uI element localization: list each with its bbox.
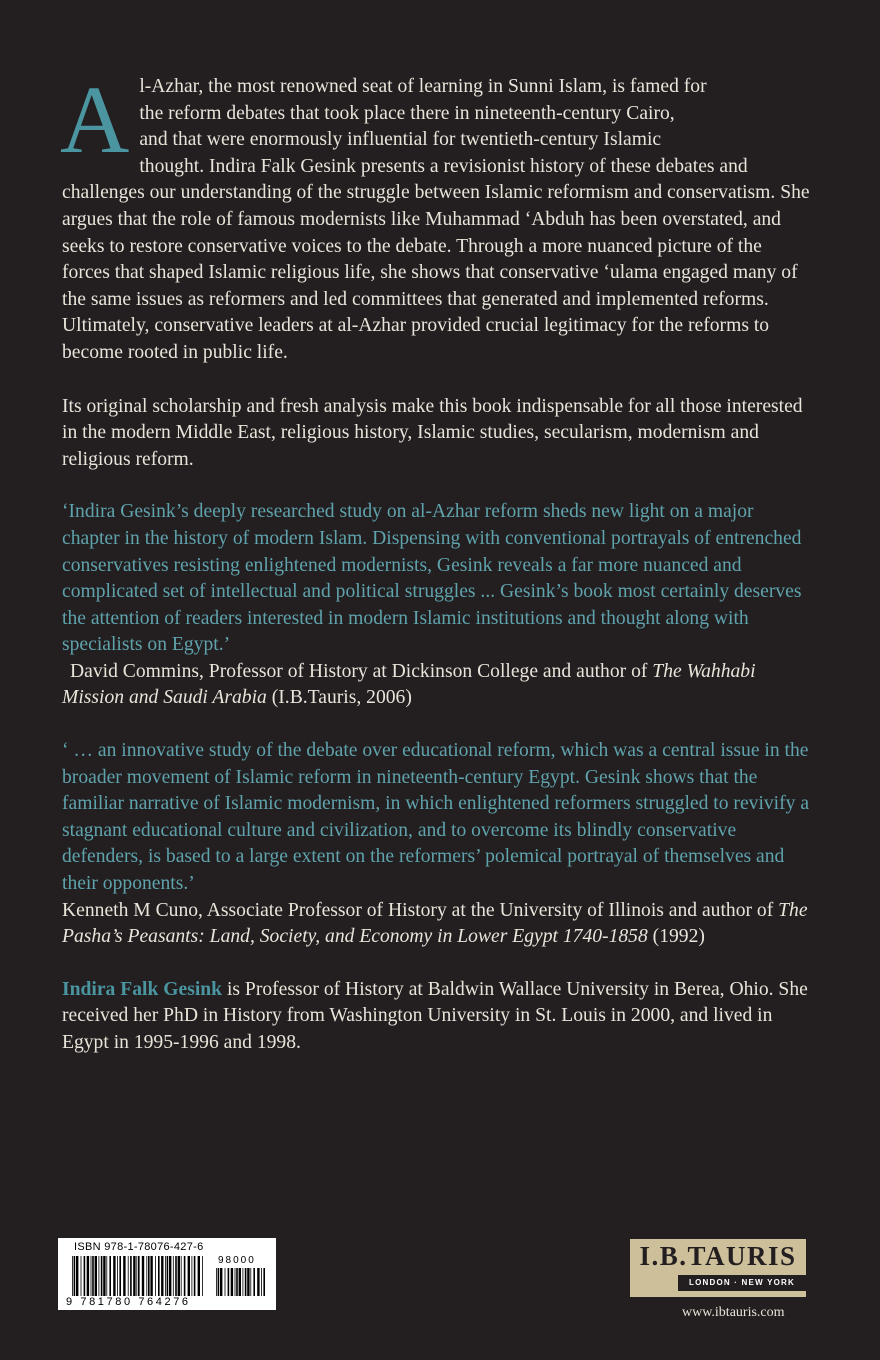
barcode-bar	[194, 1256, 196, 1296]
attribution-book-title: The Wahhabi Mission and Saudi Arabia	[62, 660, 756, 709]
barcode-bar	[92, 1256, 94, 1296]
blurb-line: l-Azhar, the most renowned seat of learning in Sunni Islam, is famed for	[139, 76, 707, 97]
blurb-text: and challenges our understanding of the struggle between Islamic reformism and conservatism. She argues that the role of famous modernists like Muhammad ‘Abduh has been overstated, and seeks to restore conservative voices to the debate. Through a more nuanced picture of the forces that shaped Islamic religious life, she shows that conservative ‘ulama engaged many of the same issues as reformers and led committees that generated and implemented reforms. Ultimately, conservative leaders at al-Azhar provided crucial legitimacy for the reforms to become rooted in public life.	[62, 155, 810, 363]
barcode-bar	[173, 1256, 174, 1296]
review-quote-1: ‘Indira Gesink’s deeply researched study on al-Azhar reform sheds new light on a major chapter in the history of modern Islam. Dispensing with conventional portrayals of entrenched conservatives resisting enlightened modernists, Gesink reveals a far more nuanced and complicated set of intellectual and political struggles ... Gesink’s book most certainly deserves the attention of readers interested in modern Islamic institutions and thought along with specialists on Egypt.’	[62, 501, 802, 656]
publisher-name: I.B.TAURIS	[639, 1241, 797, 1271]
barcode-bar	[117, 1256, 118, 1296]
barcode-bar	[81, 1256, 82, 1296]
barcode-bar	[109, 1256, 111, 1296]
barcode-bar	[158, 1256, 160, 1296]
barcode-bar	[184, 1256, 186, 1296]
isbn-label: ISBN 978-1-78076-427-6	[74, 1241, 204, 1253]
author-bio-text: is Professor of History at Baldwin Wallace University in Berea, Ohio. She received her PhD in History from Washington University in St. Louis in 2000, and lived in Egypt in 1995-1996 and 1998.	[62, 978, 808, 1053]
blurb-line: the reform debates that took place there in nineteenth-century Cairo,	[139, 102, 675, 124]
barcode-bar	[218, 1268, 220, 1296]
barcode-bar	[225, 1268, 226, 1296]
barcode-bar	[235, 1268, 236, 1296]
barcode-bar	[148, 1256, 150, 1296]
publisher-website: www.ibtauris.com	[682, 1305, 785, 1320]
author-name: Indira Falk Gesink	[62, 978, 223, 1000]
publisher-cities: LONDON · NEW YORK	[678, 1275, 806, 1291]
drop-cap: A	[60, 66, 130, 173]
barcode-bar	[216, 1268, 217, 1296]
attribution-text: (I.B.Tauris, 2006)	[266, 687, 412, 709]
barcode-bar	[103, 1256, 105, 1296]
barcode-bar	[245, 1268, 247, 1296]
isbn-barcode	[58, 1238, 276, 1310]
barcode-bar	[74, 1256, 76, 1296]
attribution-text: David Commins, Professor of History at Dickinson College and author of	[70, 660, 653, 682]
addon-barcode-bars	[216, 1268, 268, 1296]
review-attribution-2	[62, 898, 814, 951]
blurb-paragraph-2: Its original scholarship and fresh analysis make this book indispensable for all those interested in the modern Middle East, religious history, Islamic studies, secularism, modernism and religious reform.	[62, 395, 803, 470]
blurb-line: thought. Indira Falk Gesink presents a revisionist history of these debates	[139, 155, 715, 177]
barcode-bar	[138, 1256, 140, 1296]
barcode-bar	[236, 1268, 238, 1296]
barcode-bar	[231, 1268, 233, 1296]
barcode-bar	[133, 1256, 135, 1296]
barcode-bar	[165, 1256, 166, 1296]
attribution-text: Kenneth M Cuno, Associate Professor of History at the University of Illinois and author of	[62, 899, 779, 921]
barcode-bar	[228, 1268, 230, 1296]
publisher-logo	[630, 1239, 806, 1297]
barcode-bar	[123, 1256, 125, 1296]
barcode-bar	[155, 1256, 156, 1296]
barcode-bar	[161, 1256, 163, 1296]
barcode-bar	[169, 1256, 171, 1296]
barcode-bar	[247, 1268, 249, 1296]
barcode-bar	[257, 1268, 259, 1296]
barcode-bar	[91, 1256, 92, 1296]
attribution-book-title: The Pasha’s Peasants: Land, Society, and Economy in Lower Egypt 1740-1858	[62, 899, 808, 948]
blurb-line: and that were enormously influential for twentieth-century Islamic	[139, 129, 662, 151]
barcode-bar	[146, 1256, 147, 1296]
back-cover-text	[60, 66, 814, 1057]
barcode-bar	[119, 1256, 121, 1296]
barcode-bar	[181, 1256, 182, 1296]
barcode-bar	[106, 1256, 107, 1296]
barcode-bar	[128, 1256, 129, 1296]
barcode-bar	[202, 1256, 203, 1296]
barcode-bar	[76, 1256, 78, 1296]
barcode-bar	[261, 1268, 262, 1296]
author-bio	[62, 977, 814, 1057]
barcode-bar	[220, 1268, 222, 1296]
barcode-bar	[188, 1256, 190, 1296]
ean-digits: 9 781780 764276	[66, 1296, 191, 1308]
barcode-bar	[192, 1256, 193, 1296]
barcode-bar	[167, 1256, 169, 1296]
barcode-bar	[87, 1256, 89, 1296]
barcode-bar	[101, 1256, 103, 1296]
addon-digits: 98000	[218, 1255, 256, 1266]
barcode-bar	[198, 1256, 200, 1296]
barcode-bar	[250, 1268, 251, 1296]
review-quote-2: ‘ … an innovative study of the debate over educational reform, which was a central issue in the broader movement of Islamic reform in nineteenth-century Egypt. Gesink shows that the familiar narrative of Islamic modernism, in which enlightened reformers struggled to revivify a stagnant educational culture and civilization, and to overcome its blindly conservative defenders, is based to a large extent on the reformers’ polemical portrayal of themselves and their opponents.’	[62, 740, 810, 895]
barcode-bar	[84, 1256, 86, 1296]
barcode-bar	[142, 1256, 144, 1296]
barcode-bar	[130, 1256, 132, 1296]
barcode-bar	[253, 1268, 255, 1296]
barcode-bar	[95, 1256, 97, 1296]
barcode-bar	[263, 1268, 265, 1296]
barcode-bar	[113, 1256, 115, 1296]
barcode-bar	[136, 1256, 137, 1296]
ean-barcode-bars	[72, 1256, 206, 1296]
barcode-bar	[178, 1256, 180, 1296]
barcode-bar	[239, 1268, 241, 1296]
barcode-bar	[243, 1268, 244, 1296]
attribution-text: (1992)	[647, 926, 705, 948]
blurb-paragraph	[60, 66, 814, 367]
barcode-bar	[99, 1256, 100, 1296]
barcode-bar	[150, 1256, 152, 1296]
barcode-bar	[175, 1256, 177, 1296]
review-attribution-1	[62, 659, 814, 712]
barcode-bar	[72, 1256, 73, 1296]
